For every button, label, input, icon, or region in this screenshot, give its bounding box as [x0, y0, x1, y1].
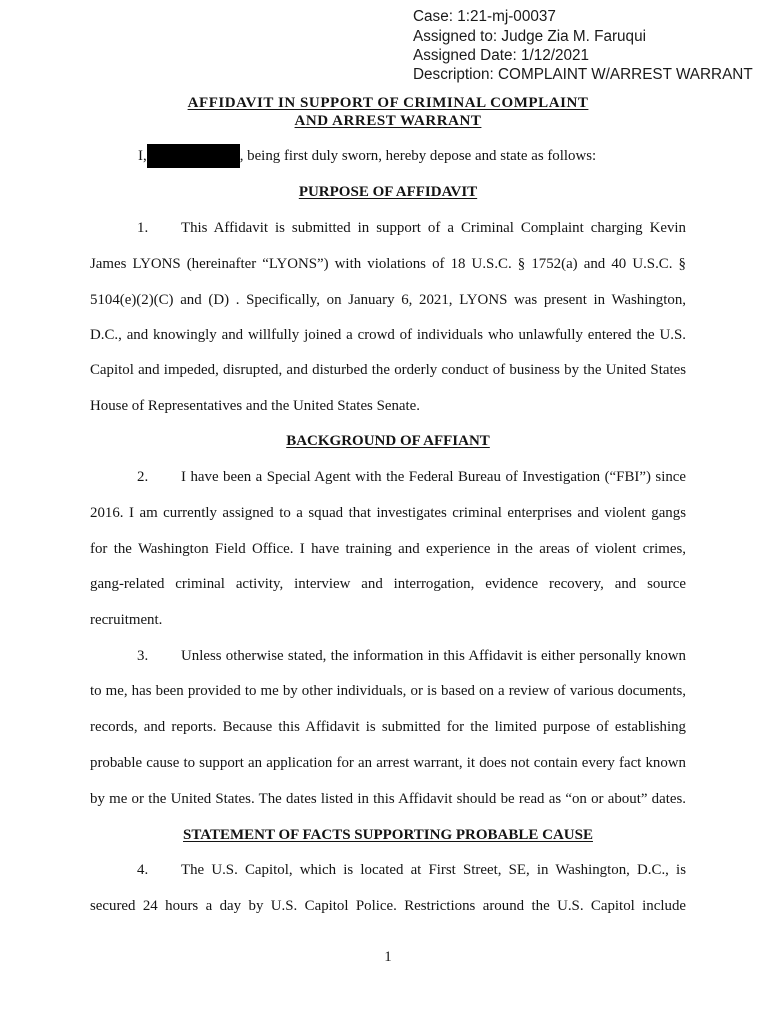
- redaction-box: [147, 144, 240, 168]
- paragraph-line: secured 24 hours a day by U.S. Capitol Police. Restrictions around the U.S. Capitol include: [90, 898, 686, 914]
- paragraph-line: for the Washington Field Office. I have training and experience in the areas of violent crimes,: [90, 541, 686, 557]
- paragraph-line: D.C., and knowingly and willfully joined a crowd of individuals who unlawfully entered the U.S.: [90, 327, 686, 343]
- paragraph-line: 2016. I am currently assigned to a squad that investigates criminal enterprises and violent gangs: [90, 505, 686, 521]
- document-title-line-2: AND ARREST WARRANT: [294, 113, 482, 129]
- paragraph-number: 4.: [137, 862, 149, 878]
- section-heading-facts: STATEMENT OF FACTS SUPPORTING PROBABLE CAUSE: [183, 827, 593, 843]
- oath-prefix: I,: [138, 147, 147, 164]
- paragraph-line: James LYONS (hereinafter “LYONS”) with violations of 18 U.S.C. § 1752(a) and 40 U.S.C. §: [90, 256, 686, 272]
- section-heading-purpose: PURPOSE OF AFFIDAVIT: [298, 184, 478, 200]
- paragraph-line: records, and reports. Because this Affidavit is submitted for the limited purpose of establishing: [90, 719, 686, 735]
- paragraph-line: 5104(e)(2)(C) and (D) . Specifically, on January 6, 2021, LYONS was present in Washington,: [90, 292, 686, 308]
- oath-suffix: , being first duly sworn, hereby depose and state as follows:: [239, 147, 597, 164]
- paragraph-line: to me, has been provided to me by other individuals, or is based on a review of various documents,: [90, 683, 686, 699]
- paragraph-line: Capitol and impeded, disrupted, and disturbed the orderly conduct of business by the United States: [90, 362, 686, 378]
- oath-statement: [138, 144, 596, 168]
- paragraph-line: recruitment.: [90, 612, 163, 628]
- paragraph-line: The U.S. Capitol, which is located at First Street, SE, in Washington, D.C., is: [181, 862, 686, 878]
- paragraph-line: probable cause to support an application for an arrest warrant, it does not contain every fact known: [90, 755, 686, 771]
- assigned-judge: Assigned to: Judge Zia M. Faruqui: [413, 28, 646, 45]
- document-title-line-1: AFFIDAVIT IN SUPPORT OF CRIMINAL COMPLAINT: [187, 95, 589, 111]
- paragraph-line: House of Representatives and the United States Senate.: [90, 398, 420, 414]
- paragraph-number: 1.: [137, 220, 149, 236]
- assigned-date: Assigned Date: 1/12/2021: [413, 47, 590, 64]
- paragraph-number: 2.: [137, 469, 149, 485]
- section-heading-background: BACKGROUND OF AFFIANT: [286, 433, 490, 449]
- case-number: Case: 1:21-mj-00037: [413, 8, 556, 25]
- paragraph-line: I have been a Special Agent with the Federal Bureau of Investigation (“FBI”) since: [181, 469, 686, 485]
- paragraph-number: 3.: [137, 648, 149, 664]
- paragraph-line: gang-related criminal activity, interview and interrogation, evidence recovery, and source: [90, 576, 686, 592]
- case-description: Description: COMPLAINT W/ARREST WARRANT: [413, 66, 753, 83]
- paragraph-line: This Affidavit is submitted in support of a Criminal Complaint charging Kevin: [181, 220, 686, 236]
- paragraph-line: Unless otherwise stated, the information in this Affidavit is either personally known: [181, 648, 686, 664]
- page-number: 1: [384, 949, 392, 965]
- paragraph-line: by me or the United States. The dates listed in this Affidavit should be read as “on or about” dates.: [90, 791, 686, 807]
